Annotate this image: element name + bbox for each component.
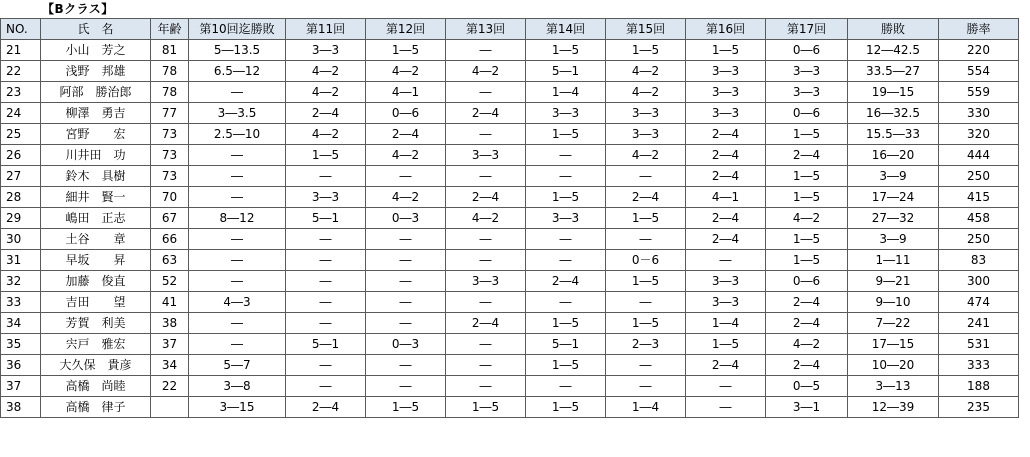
round-17-cell: 4―2 (766, 208, 848, 229)
no-cell: 24 (1, 103, 41, 124)
round-12-cell: 0―3 (366, 208, 446, 229)
header-row (1, 19, 1019, 40)
round-15-cell: 3―3 (606, 103, 686, 124)
round-13-cell: ― (446, 355, 526, 376)
no-cell: 30 (1, 229, 41, 250)
round-11-cell: ― (286, 313, 366, 334)
age-cell: 34 (151, 355, 189, 376)
record-cell: 3―13 (848, 376, 939, 397)
no-cell: 36 (1, 355, 41, 376)
no-cell: 32 (1, 271, 41, 292)
age-cell: 66 (151, 229, 189, 250)
table-row (1, 334, 1019, 355)
record-cell: 10―20 (848, 355, 939, 376)
column-header: 勝率 (939, 19, 1019, 40)
win-rate-cell: 330 (939, 103, 1019, 124)
round-11-cell: 5―1 (286, 334, 366, 355)
table-row (1, 229, 1019, 250)
age-cell: 38 (151, 313, 189, 334)
round-14-cell: ― (526, 376, 606, 397)
round-16-cell: 4―1 (686, 187, 766, 208)
round-11-cell: 3―3 (286, 40, 366, 61)
round-13-cell: ― (446, 166, 526, 187)
no-cell: 31 (1, 250, 41, 271)
round-15-cell: 1―5 (606, 271, 686, 292)
record-cell: 7―22 (848, 313, 939, 334)
record-cell: 3―9 (848, 166, 939, 187)
round-16-cell: 3―3 (686, 82, 766, 103)
round-14-cell: 3―3 (526, 208, 606, 229)
round-16-cell: 3―3 (686, 103, 766, 124)
round-12-cell: 0―6 (366, 103, 446, 124)
round-13-cell: ― (446, 292, 526, 313)
record-cell: 9―21 (848, 271, 939, 292)
round-15-cell: 1―5 (606, 40, 686, 61)
name-cell: 高橋 尚睦 (41, 376, 151, 397)
through-10-cell: 4―3 (189, 292, 286, 313)
round-11-cell: 4―2 (286, 82, 366, 103)
name-cell: 鈴木 具樹 (41, 166, 151, 187)
no-cell: 29 (1, 208, 41, 229)
round-16-cell: 2―4 (686, 145, 766, 166)
round-14-cell: 5―1 (526, 61, 606, 82)
round-16-cell: 1―4 (686, 313, 766, 334)
round-16-cell: 2―4 (686, 355, 766, 376)
age-cell (151, 397, 189, 418)
round-12-cell: 2―4 (366, 124, 446, 145)
record-cell: 3―9 (848, 229, 939, 250)
round-14-cell: ― (526, 145, 606, 166)
column-header: 第17回 (766, 19, 848, 40)
round-11-cell: ― (286, 292, 366, 313)
win-rate-cell: 220 (939, 40, 1019, 61)
column-header: 第15回 (606, 19, 686, 40)
column-header: 年齢 (151, 19, 189, 40)
round-16-cell: ― (686, 397, 766, 418)
table-row (1, 145, 1019, 166)
age-cell: 81 (151, 40, 189, 61)
round-17-cell: 2―4 (766, 355, 848, 376)
table-row (1, 103, 1019, 124)
name-cell: 嶋田 正志 (41, 208, 151, 229)
column-header: 氏 名 (41, 19, 151, 40)
round-11-cell: ― (286, 355, 366, 376)
through-10-cell: ― (189, 187, 286, 208)
record-cell: 16―32.5 (848, 103, 939, 124)
table-row (1, 397, 1019, 418)
round-11-cell: ― (286, 229, 366, 250)
no-cell: 22 (1, 61, 41, 82)
no-cell: 38 (1, 397, 41, 418)
record-cell: 17―15 (848, 334, 939, 355)
round-13-cell: ― (446, 40, 526, 61)
table-row (1, 271, 1019, 292)
round-17-cell: 4―2 (766, 334, 848, 355)
round-15-cell: ― (606, 166, 686, 187)
table-row (1, 355, 1019, 376)
round-12-cell: ― (366, 292, 446, 313)
name-cell: 宍戸 雅宏 (41, 334, 151, 355)
round-14-cell: 5―1 (526, 334, 606, 355)
win-rate-cell: 554 (939, 61, 1019, 82)
round-15-cell: 4―2 (606, 145, 686, 166)
round-11-cell: 2―4 (286, 397, 366, 418)
age-cell: 67 (151, 208, 189, 229)
round-13-cell: ― (446, 250, 526, 271)
win-rate-cell: 83 (939, 250, 1019, 271)
round-11-cell: 1―5 (286, 145, 366, 166)
round-15-cell: 2―3 (606, 334, 686, 355)
record-cell: 16―20 (848, 145, 939, 166)
name-cell: 高橋 律子 (41, 397, 151, 418)
no-cell: 35 (1, 334, 41, 355)
round-14-cell: 2―4 (526, 271, 606, 292)
name-cell: 早坂 昇 (41, 250, 151, 271)
round-13-cell: 2―4 (446, 187, 526, 208)
round-11-cell: 5―1 (286, 208, 366, 229)
record-cell: 27―32 (848, 208, 939, 229)
column-header: 第13回 (446, 19, 526, 40)
round-12-cell: ― (366, 229, 446, 250)
round-17-cell: 2―4 (766, 313, 848, 334)
column-header: 第10回迄勝敗 (189, 19, 286, 40)
table-row (1, 61, 1019, 82)
win-rate-cell: 300 (939, 271, 1019, 292)
round-11-cell: ― (286, 271, 366, 292)
round-16-cell: 2―4 (686, 229, 766, 250)
round-12-cell: ― (366, 250, 446, 271)
round-13-cell: 4―2 (446, 208, 526, 229)
round-13-cell: ― (446, 82, 526, 103)
round-16-cell: 2―4 (686, 124, 766, 145)
round-15-cell: 4―2 (606, 61, 686, 82)
age-cell: 78 (151, 82, 189, 103)
round-17-cell: 0―6 (766, 271, 848, 292)
round-13-cell: 1―5 (446, 397, 526, 418)
age-cell: 77 (151, 103, 189, 124)
round-17-cell: 1―5 (766, 250, 848, 271)
table-row (1, 124, 1019, 145)
win-rate-cell: 320 (939, 124, 1019, 145)
round-16-cell: ― (686, 250, 766, 271)
table-body (1, 40, 1019, 418)
no-cell: 33 (1, 292, 41, 313)
through-10-cell: 5―13.5 (189, 40, 286, 61)
through-10-cell: ― (189, 250, 286, 271)
age-cell: 78 (151, 61, 189, 82)
round-16-cell: 2―4 (686, 166, 766, 187)
round-12-cell: 4―2 (366, 187, 446, 208)
name-cell: 阿部 勝治郎 (41, 82, 151, 103)
round-14-cell: 1―5 (526, 397, 606, 418)
win-rate-cell: 250 (939, 166, 1019, 187)
round-16-cell: 1―5 (686, 40, 766, 61)
table-row (1, 82, 1019, 103)
no-cell: 21 (1, 40, 41, 61)
round-12-cell: 1―5 (366, 40, 446, 61)
round-15-cell: 1―5 (606, 208, 686, 229)
record-cell: 17―24 (848, 187, 939, 208)
through-10-cell: 2.5―10 (189, 124, 286, 145)
round-17-cell: 3―3 (766, 61, 848, 82)
round-12-cell: 4―2 (366, 61, 446, 82)
round-17-cell: 2―4 (766, 145, 848, 166)
no-cell: 28 (1, 187, 41, 208)
round-15-cell: ― (606, 376, 686, 397)
win-rate-cell: 474 (939, 292, 1019, 313)
record-cell: 12―42.5 (848, 40, 939, 61)
age-cell: 73 (151, 145, 189, 166)
win-rate-cell: 250 (939, 229, 1019, 250)
round-13-cell: ― (446, 376, 526, 397)
through-10-cell: ― (189, 166, 286, 187)
round-17-cell: 0―6 (766, 103, 848, 124)
through-10-cell: ― (189, 313, 286, 334)
round-12-cell: ― (366, 376, 446, 397)
round-16-cell: 3―3 (686, 292, 766, 313)
column-header: 第14回 (526, 19, 606, 40)
round-12-cell: ― (366, 355, 446, 376)
table-row (1, 313, 1019, 334)
win-rate-cell: 559 (939, 82, 1019, 103)
age-cell: 52 (151, 271, 189, 292)
table-row (1, 292, 1019, 313)
round-16-cell: 3―3 (686, 61, 766, 82)
through-10-cell: ― (189, 271, 286, 292)
win-rate-cell: 458 (939, 208, 1019, 229)
standings-table (0, 18, 1019, 418)
round-17-cell: 2―4 (766, 292, 848, 313)
round-12-cell: 4―2 (366, 145, 446, 166)
round-11-cell: ― (286, 166, 366, 187)
round-14-cell: 1―5 (526, 40, 606, 61)
age-cell: 37 (151, 334, 189, 355)
column-header: 勝敗 (848, 19, 939, 40)
name-cell: 大久保 貴彦 (41, 355, 151, 376)
age-cell: 70 (151, 187, 189, 208)
round-17-cell: 1―5 (766, 166, 848, 187)
round-11-cell: ― (286, 376, 366, 397)
round-12-cell: 1―5 (366, 397, 446, 418)
name-cell: 宮野 宏 (41, 124, 151, 145)
round-17-cell: 3―1 (766, 397, 848, 418)
no-cell: 25 (1, 124, 41, 145)
round-15-cell: 3―3 (606, 124, 686, 145)
through-10-cell: 3―3.5 (189, 103, 286, 124)
round-11-cell: ― (286, 250, 366, 271)
round-17-cell: 3―3 (766, 82, 848, 103)
round-13-cell: ― (446, 124, 526, 145)
round-14-cell: ― (526, 292, 606, 313)
round-12-cell: ― (366, 313, 446, 334)
round-12-cell: ― (366, 166, 446, 187)
round-11-cell: 3―3 (286, 187, 366, 208)
no-cell: 37 (1, 376, 41, 397)
record-cell: 33.5―27 (848, 61, 939, 82)
round-15-cell: 1―4 (606, 397, 686, 418)
round-16-cell: 2―4 (686, 208, 766, 229)
round-17-cell: 0―6 (766, 40, 848, 61)
table-row (1, 208, 1019, 229)
win-rate-cell: 333 (939, 355, 1019, 376)
round-14-cell: 3―3 (526, 103, 606, 124)
round-14-cell: 1―4 (526, 82, 606, 103)
round-12-cell: 4―1 (366, 82, 446, 103)
round-15-cell: 2―4 (606, 187, 686, 208)
name-cell: 細井 賢一 (41, 187, 151, 208)
round-15-cell: 1―5 (606, 313, 686, 334)
win-rate-cell: 235 (939, 397, 1019, 418)
column-header: 第16回 (686, 19, 766, 40)
round-16-cell: 3―3 (686, 271, 766, 292)
no-cell: 27 (1, 166, 41, 187)
name-cell: 土谷 章 (41, 229, 151, 250)
round-15-cell: ― (606, 292, 686, 313)
through-10-cell: ― (189, 229, 286, 250)
round-15-cell: ― (606, 229, 686, 250)
age-cell: 73 (151, 124, 189, 145)
name-cell: 加藤 俊直 (41, 271, 151, 292)
through-10-cell: ― (189, 145, 286, 166)
round-14-cell: ― (526, 166, 606, 187)
win-rate-cell: 531 (939, 334, 1019, 355)
name-cell: 柳澤 勇吉 (41, 103, 151, 124)
round-15-cell: 4―2 (606, 82, 686, 103)
table-row (1, 376, 1019, 397)
win-rate-cell: 188 (939, 376, 1019, 397)
name-cell: 芳賀 利美 (41, 313, 151, 334)
win-rate-cell: 415 (939, 187, 1019, 208)
round-14-cell: 1―5 (526, 187, 606, 208)
column-header: 第11回 (286, 19, 366, 40)
round-17-cell: 1―5 (766, 187, 848, 208)
table-row (1, 187, 1019, 208)
round-15-cell: ― (606, 355, 686, 376)
through-10-cell: ― (189, 82, 286, 103)
round-14-cell: 1―5 (526, 124, 606, 145)
round-14-cell: 1―5 (526, 313, 606, 334)
no-cell: 26 (1, 145, 41, 166)
round-16-cell: 1―5 (686, 334, 766, 355)
record-cell: 9―10 (848, 292, 939, 313)
through-10-cell: 5―7 (189, 355, 286, 376)
record-cell: 19―15 (848, 82, 939, 103)
round-16-cell: ― (686, 376, 766, 397)
round-17-cell: 0―5 (766, 376, 848, 397)
name-cell: 川井田 功 (41, 145, 151, 166)
round-13-cell: ― (446, 334, 526, 355)
round-13-cell: 3―3 (446, 271, 526, 292)
round-14-cell: 1―5 (526, 355, 606, 376)
through-10-cell: 3―8 (189, 376, 286, 397)
win-rate-cell: 241 (939, 313, 1019, 334)
round-17-cell: 1―5 (766, 124, 848, 145)
round-13-cell: 3―3 (446, 145, 526, 166)
round-13-cell: 2―4 (446, 313, 526, 334)
table-row (1, 40, 1019, 61)
round-14-cell: ― (526, 250, 606, 271)
round-13-cell: 4―2 (446, 61, 526, 82)
no-cell: 34 (1, 313, 41, 334)
through-10-cell: 6.5―12 (189, 61, 286, 82)
table-row (1, 250, 1019, 271)
record-cell: 1―11 (848, 250, 939, 271)
through-10-cell: 3―15 (189, 397, 286, 418)
through-10-cell: ― (189, 334, 286, 355)
round-11-cell: 4―2 (286, 124, 366, 145)
record-cell: 12―39 (848, 397, 939, 418)
column-header: 第12回 (366, 19, 446, 40)
round-11-cell: 4―2 (286, 61, 366, 82)
name-cell: 小山 芳之 (41, 40, 151, 61)
name-cell: 吉田 望 (41, 292, 151, 313)
round-15-cell: 0－6 (606, 250, 686, 271)
table-title: 【Bクラス】 (42, 2, 114, 16)
round-17-cell: 1―5 (766, 229, 848, 250)
no-cell: 23 (1, 82, 41, 103)
name-cell: 浅野 邦雄 (41, 61, 151, 82)
round-13-cell: 2―4 (446, 103, 526, 124)
through-10-cell: 8―12 (189, 208, 286, 229)
round-14-cell: ― (526, 229, 606, 250)
record-cell: 15.5―33 (848, 124, 939, 145)
round-12-cell: 0―3 (366, 334, 446, 355)
round-11-cell: 2―4 (286, 103, 366, 124)
round-13-cell: ― (446, 229, 526, 250)
age-cell: 41 (151, 292, 189, 313)
age-cell: 73 (151, 166, 189, 187)
win-rate-cell: 444 (939, 145, 1019, 166)
round-12-cell: ― (366, 271, 446, 292)
column-header: NO. (1, 19, 41, 40)
table-row (1, 166, 1019, 187)
age-cell: 63 (151, 250, 189, 271)
age-cell: 22 (151, 376, 189, 397)
